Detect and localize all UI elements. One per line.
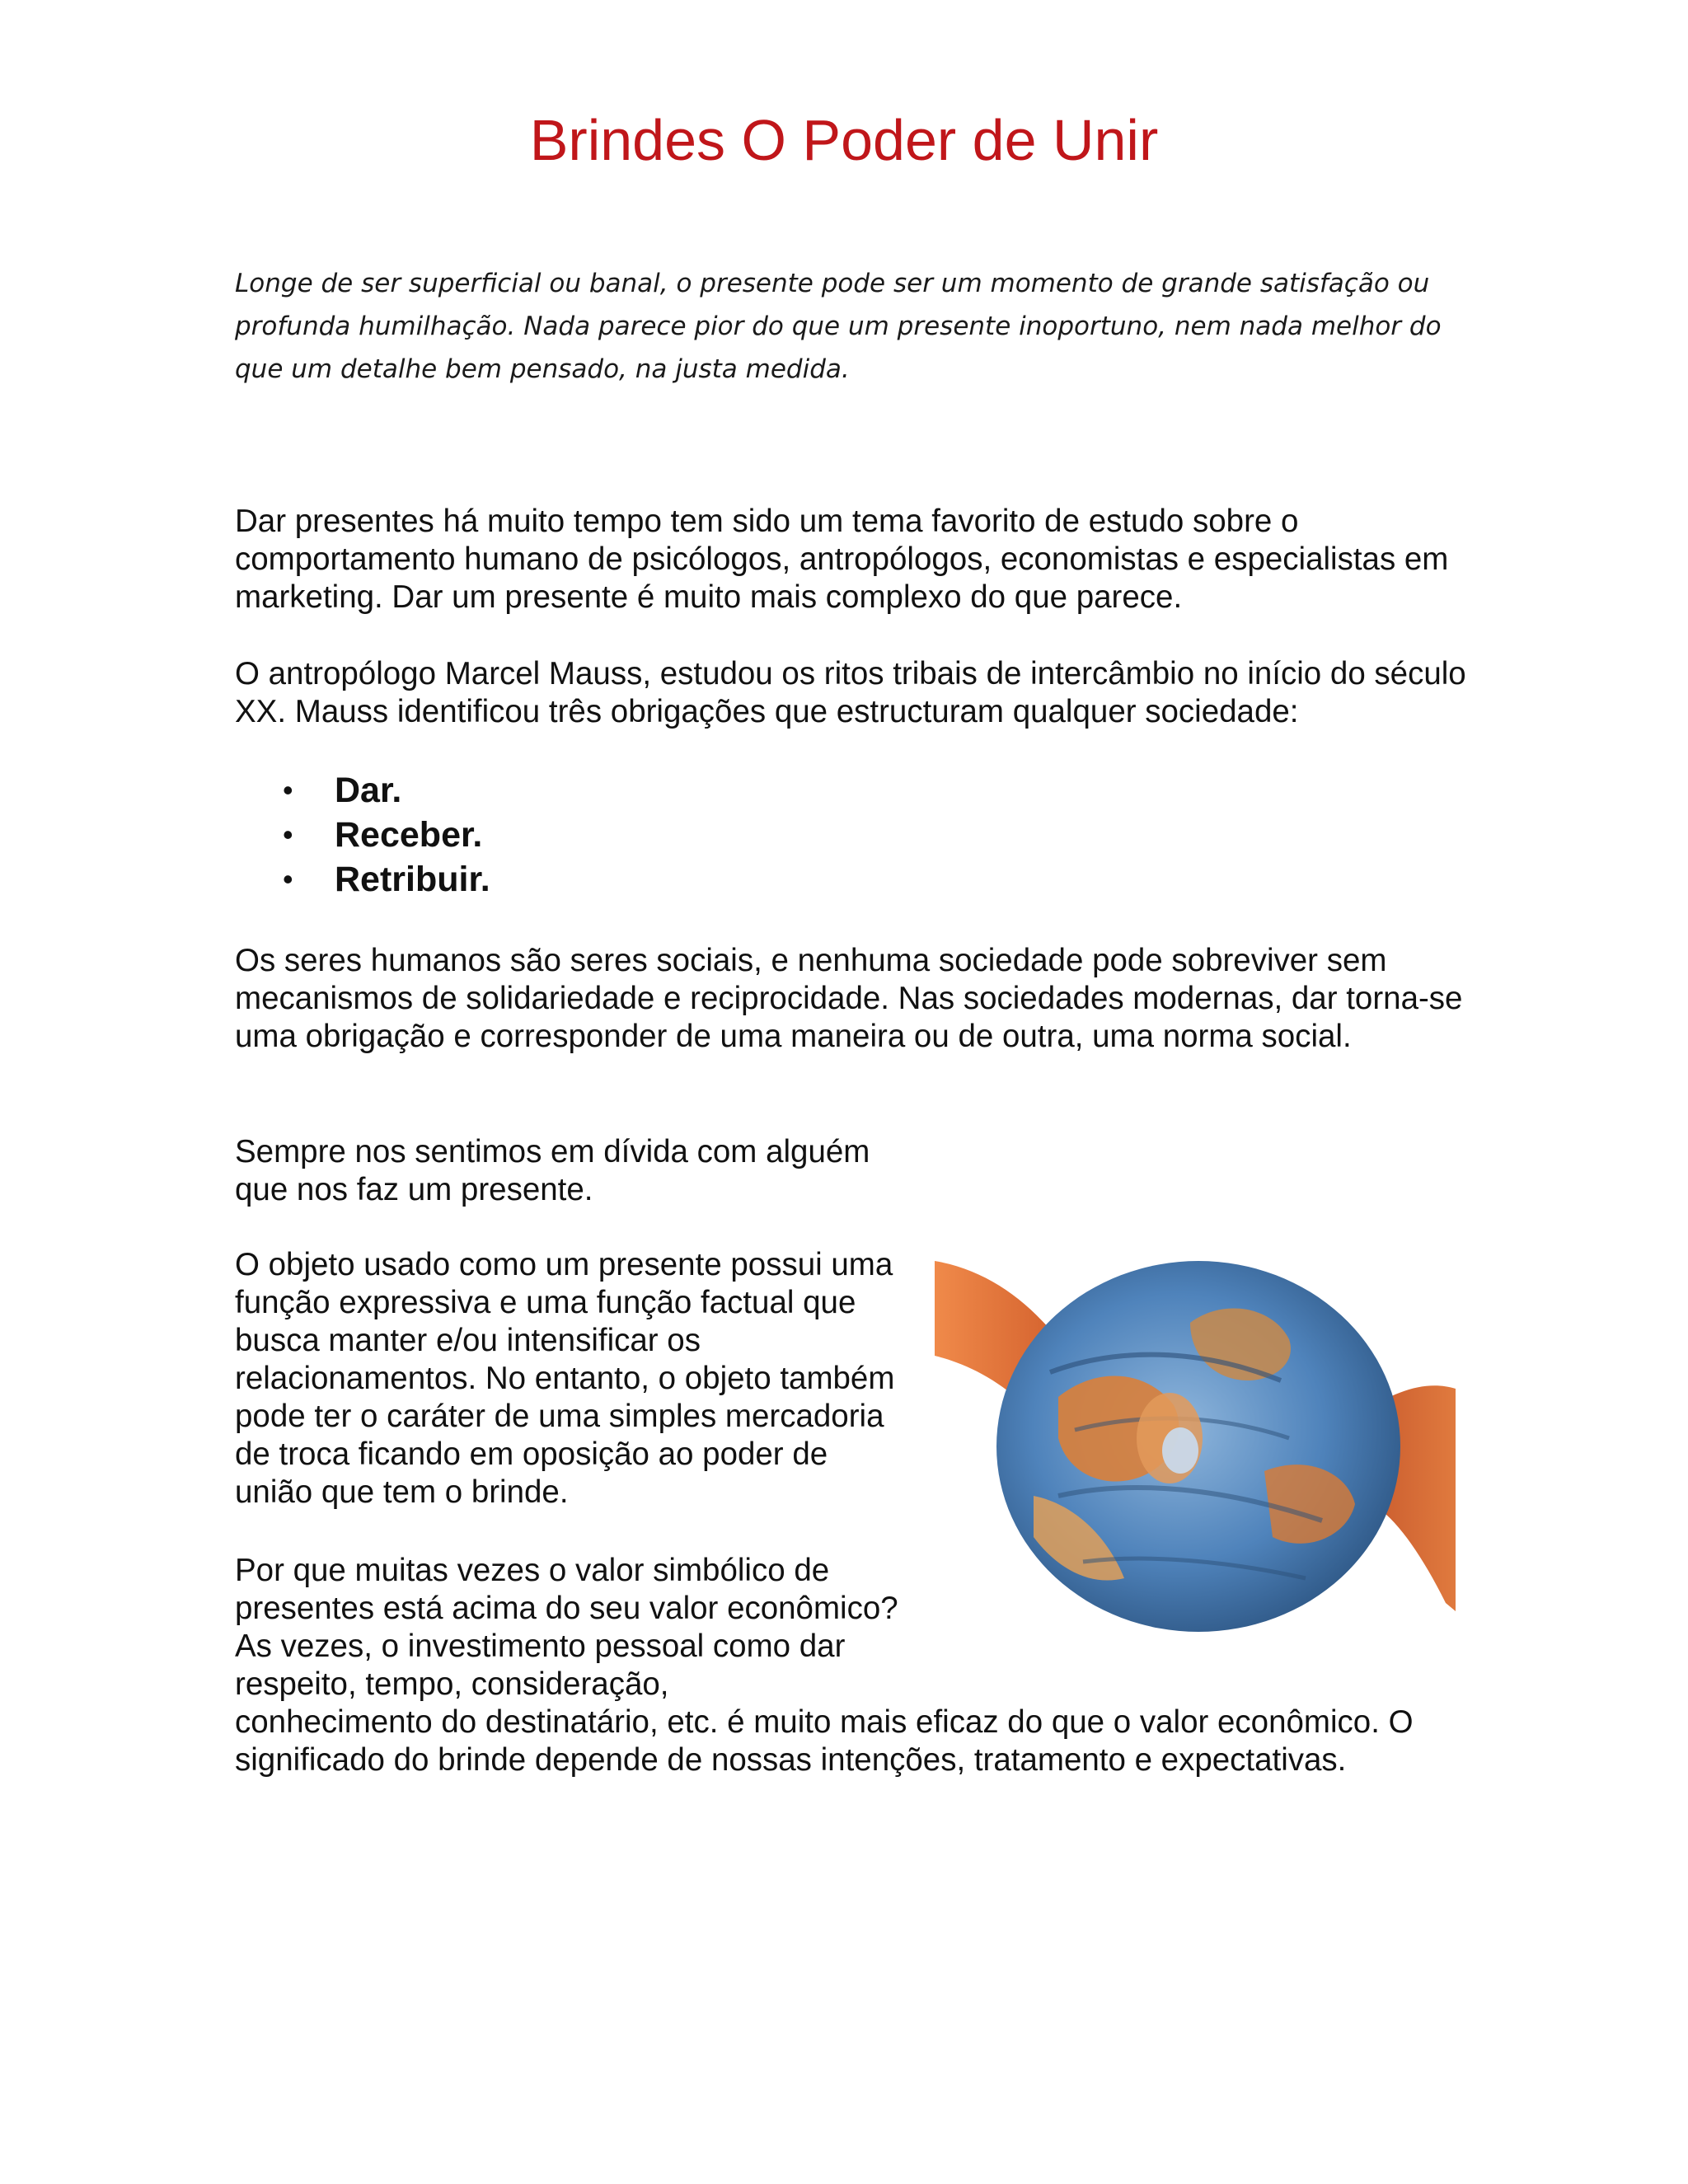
list-item-text: Dar. — [335, 771, 402, 810]
clasped-hands-world-image — [935, 1224, 1456, 1652]
bullet-icon: • — [283, 818, 293, 851]
paragraph-4: Sempre nos sentimos em dívida com alguém que nos faz um presente. — [235, 1134, 870, 1207]
paragraph-6-part-2: conhecimento do destinatário, etc. é muito mais eficaz do que o valor econômico. O significado do brinde depende de nossas intenções, tratamento e expectativas. — [235, 1704, 1414, 1778]
paragraph-1: Dar presentes há muito tempo tem sido um tema favorito de estudo sobre o comportamento humano de psicólogos, antropólogos, economistas e especialistas em marketing. Dar um presente é muito mais complexo do que parece. — [235, 504, 1449, 615]
list-item — [235, 857, 812, 902]
paragraph-2: O antropólogo Marcel Mauss, estudou os ritos tribais de intercâmbio no início do século XX. Mauss identificou três obrigações que estructuram qualquer sociedade: — [235, 656, 1466, 729]
paragraph-6-part-1: Por que muitas vezes o valor simbólico de presentes está acima do seu valor econômico? As vezes, o investimento pessoal como dar respeito, tempo, consideração, — [235, 1553, 898, 1702]
intro-paragraph: Longe de ser superficial ou banal, o presente pode ser um momento de grande satisfação ou profunda humilhação. Nada parece pior do que um presente inoportuno, nem nada melhor do que um detalhe bem pensado, na justa medida. — [235, 269, 1442, 384]
list-item — [235, 813, 812, 857]
bullet-icon: • — [283, 862, 293, 896]
obligations-list — [235, 768, 812, 902]
paragraph-5: O objeto usado como um presente possui uma função expressiva e uma função factual que busca manter e/ou intensificar os relacionamentos. No entanto, o objeto também pode ter o caráter de uma simples mercadoria de troca ficando em oposição ao poder de união que tem o brinde. — [235, 1247, 895, 1510]
list-item-text: Retribuir. — [335, 860, 490, 899]
thumbnail-shape — [1162, 1427, 1198, 1474]
list-item — [235, 768, 812, 813]
bullet-icon: • — [283, 773, 293, 807]
list-item-text: Receber. — [335, 815, 483, 855]
document-title: Brindes O Poder de Unir — [529, 108, 1159, 172]
paragraph-3: Os seres humanos são seres sociais, e nenhuma sociedade pode sobreviver sem mecanismos de solidariedade e reciprocidade. Nas sociedades modernas, dar torna-se uma obrigação e corresponder de uma maneira ou de outra, uma norma social. — [235, 943, 1463, 1054]
